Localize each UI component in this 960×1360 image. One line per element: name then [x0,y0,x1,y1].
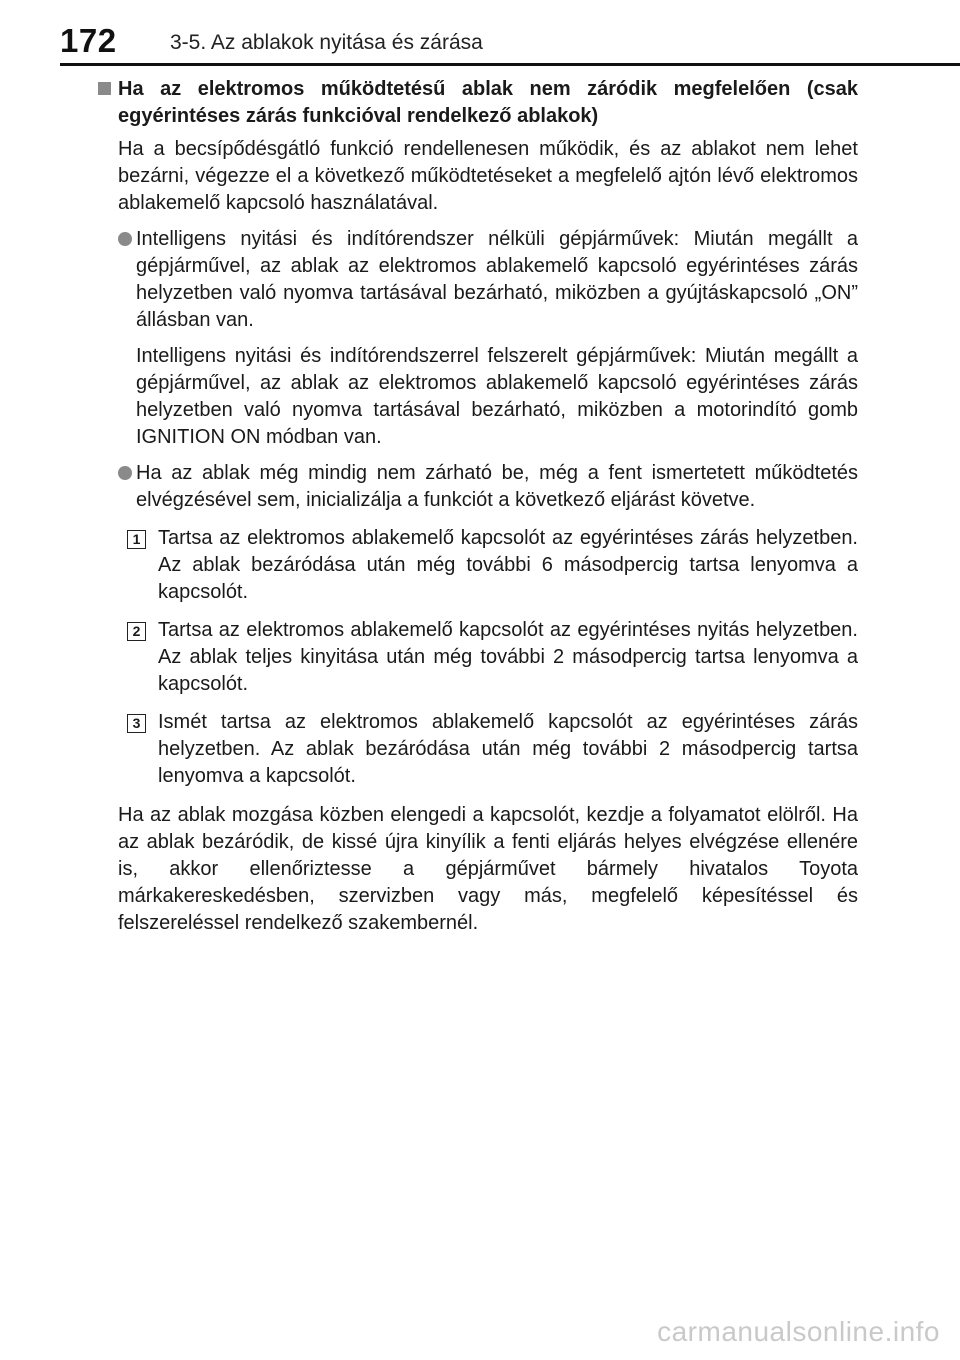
watermark: carmanualsonline.info [657,1316,940,1347]
section-heading-text: Ha az elektromos működtetésű ablak nem záródik megfelelően (csak egyérintéses zárás funkcióval rendelkező ablakok) [118,78,858,127]
step-item [132,709,858,790]
step-number-badge: 3 [127,714,146,733]
step-item [132,617,858,698]
intro-paragraph: Ha a becsípődésgátló funkció rendellenesen működik, és az ablakot nem lehet bezárni, végezze el a következő működtetéseket a megfelelő ajtón lévő elektromos ablakemelő kapcsoló használatával. [118,138,858,214]
bullet-text: Intelligens nyitási és indítórendszer nélküli gépjárművek: Miután megállt a gépjárművel, az ablak az elektromos ablakemelő kapcsoló egyérintéses zárás helyzetben való nyomva tartásával bezárható, miközben a gyújtáskapcsoló „ON” állásban van. [136,228,858,331]
step-text: Tartsa az elektromos ablakemelő kapcsolót az egyérintéses zárás helyzetben. Az ablak bezáródása után még további 6 másodpercig tartsa lenyomva a kapcsolót. [158,527,858,603]
circle-bullet-icon [118,466,132,480]
step-text: Ismét tartsa az elektromos ablakemelő kapcsolót az egyérintéses zárás helyzetben. Az ablak bezáródása után még további 2 másodpercig tartsa lenyomva a kapcsolót. [158,711,858,787]
step-item [132,525,858,606]
closing-paragraph: Ha az ablak mozgása közben elengedi a kapcsolót, kezdje a folyamatot elölről. Ha az ablak bezáródik, de kissé újra kinyílik a fenti eljárás helyes elvégzése ellenére is, akkor ellenőriztesse a gépjárművet bármely hivatalos Toyota márkakereskedésben, szervizben vagy más, megfelelő képesítéssel és felszereléssel rendelkező szakembernél. [118,804,858,934]
page-content [98,76,858,937]
bullet-followup: Intelligens nyitási és indítórendszerrel felszerelt gépjárművek: Miután megállt a gépjárművel, az ablak az elektromos ablakemelő kapcsoló egyérintéses zárás helyzetben való nyomva tartásával bezárható, miközben a motorindító gomb IGNITION ON módban van. [136,345,858,448]
circle-bullet-icon [118,232,132,246]
chapter-title: 3-5. Az ablakok nyitása és zárása [170,31,483,54]
header-rule [60,63,960,66]
page-header [0,0,960,70]
bullet-item [118,226,858,334]
step-number-badge: 1 [127,530,146,549]
step-number-badge: 2 [127,622,146,641]
page-number: 172 [60,22,117,59]
square-bullet-icon [98,82,111,95]
section-heading [98,76,858,130]
bullet-item [118,460,858,514]
bullet-text: Ha az ablak még mindig nem zárható be, még a fent ismertetett működtetés elvégzésével sem, inicializálja a funkciót a következő eljárást követve. [136,462,858,511]
step-text: Tartsa az elektromos ablakemelő kapcsolót az egyérintéses nyitás helyzetben. Az ablak teljes kinyitása után még további 2 másodpercig tartsa lenyomva a kapcsolót. [158,619,858,695]
